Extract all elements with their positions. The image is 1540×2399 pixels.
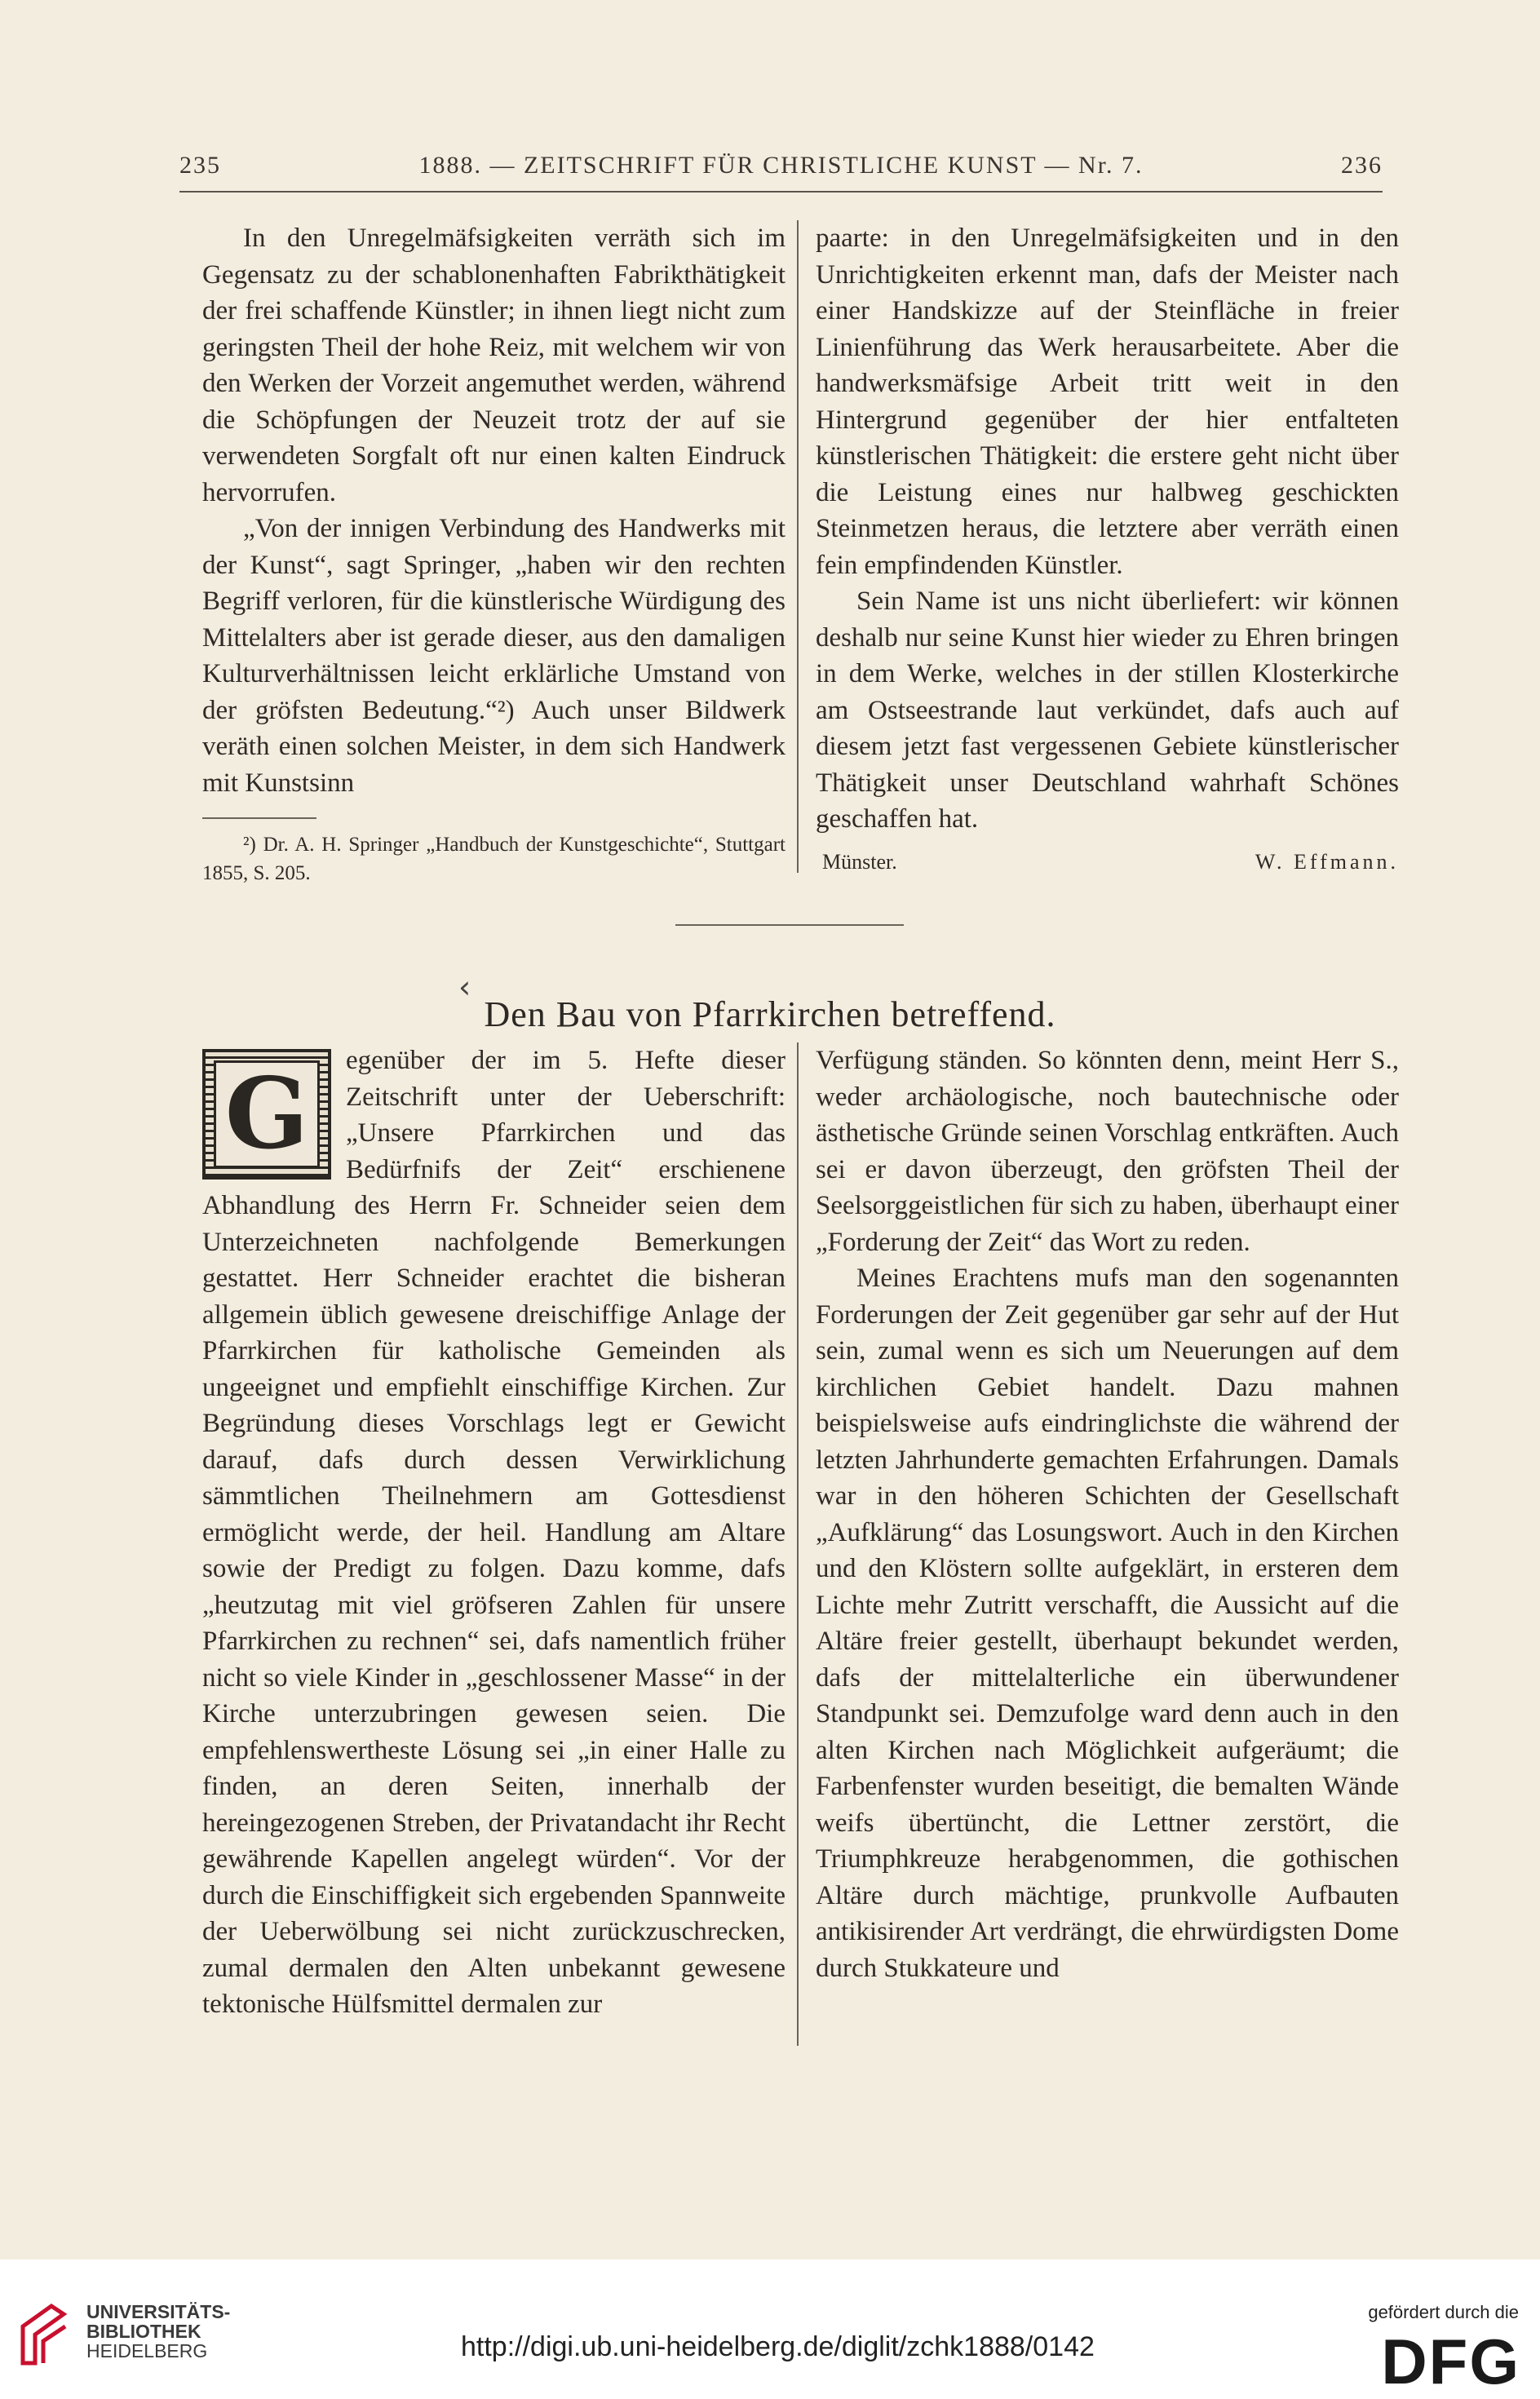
paragraph: In den Unregelmäfsigkeiten verräth sich im Gegensatz zu der schablonenhaften Fabrikthätigkeit der frei schaffende Künstler; in ihnen liegt nicht zum geringsten Theil der hohe Reiz, mit welchem wir von den Werken der Vorzeit angemuthet werden, während die Schöpfungen der Neuzeit trotz der auf sie verwendeten Sorgfalt oft nur einen kalten Eindruck hervorrufen. xyxy=(202,224,785,507)
library-name-line3: HEIDELBERG xyxy=(86,2340,208,2361)
dfg-logo: DFG xyxy=(1381,2326,1520,2397)
section-rule xyxy=(675,924,904,926)
library-name-line2: BIBLIOTHEK xyxy=(86,2321,201,2342)
column-divider xyxy=(797,1042,799,2046)
permalink-url[interactable]: http://digi.ub.uni-heidelberg.de/diglit/zchk1888/0142 xyxy=(461,2331,1095,2362)
page-number-right: 236 xyxy=(1341,152,1383,179)
decorated-initial xyxy=(202,1049,331,1180)
signature xyxy=(816,844,1399,881)
article1-column-left xyxy=(202,220,785,887)
article2-column-left xyxy=(202,1042,785,2023)
paragraph: egenüber der im 5. Hefte dieser Zeitschrift unter der Ueberschrift: „Unsere Pfarrkirchen und das Bedürfnifs der Zeit“ erschienene Abhandlung des Herrn Fr. Schneider seien dem Unterzeichneten nachfolgende Bemerkungen gestattet. Herr Schneider erachtet die bisheran allgemein üblich gewesene dreischiffige Anlage der Pfarrkirchen für katholische Gemeinden als ungeeignet und empfiehlt einschiffige Kirchen. Zur Begründung dieses Vorschlags legt er Gewicht darauf, dafs durch dessen Verwirklichung sämmtlichen Theilnehmern am Gottesdienst ermöglicht werde, der heil. Handlung am Altare sowie der Predigt zu folgen. Dazu komme, dafs „heutzutag mit viel gröfseren Zahlen für unsere Pfarrkirchen zu rechnen“ sei, dafs namentlich früher nicht so viele Kinder in „geschlossener Masse“ in der Kirche unterzubringen gewesen seien. Die empfehlenswertheste Lösung sei „in einer Halle zu finden, an deren Seiten, innerhalb der hereingezogenen Streben, der Privatandacht ihr Recht gewährende Kapellen angelegt würden“. Vor der durch die Einschiffigkeit sich ergebenden Spannweite der Ueberwölbung sei nicht zurückzuschrecken, zumal dermalen den Alten unbekannt gewesene tektonische Hülfsmittel dermalen zur xyxy=(202,1046,785,2019)
library-name-line1: UNIVERSITÄTS- xyxy=(86,2301,231,2322)
library-name xyxy=(86,2302,230,2361)
footnote-rule xyxy=(202,817,316,819)
footnote: ²) Dr. A. H. Springer „Handbuch der Kunstgeschichte“, Stuttgart 1855, S. 205. xyxy=(202,834,785,884)
article2-column-right xyxy=(816,1042,1399,1986)
signature-location: Münster. xyxy=(822,849,897,874)
journal-title: 1888. — ZEITSCHRIFT FÜR CHRISTLICHE KUNST — Nr. 7. xyxy=(418,152,1144,179)
article-title: Den Bau von Pfarrkirchen betreffend. xyxy=(484,994,1056,1034)
header-rule xyxy=(179,191,1383,193)
funded-by-label: gefördert durch die xyxy=(1368,2302,1519,2322)
column-divider xyxy=(797,220,799,873)
paragraph: Sein Name ist uns nicht überliefert: wir können deshalb nur seine Kunst hier wieder zu Ehren bringen in dem Werke, welches in der stillen Klosterkirche am Ostseestrande laut verkündet, dafs auch auf diesem jetzt fast vergessenen Gebiete künstlerischer Thätigkeit unser Deutschland wahrhaft Schönes geschaffen hat. xyxy=(816,586,1399,834)
page-number-left: 235 xyxy=(179,152,221,179)
digitization-footer xyxy=(0,2260,1540,2397)
paragraph: Verfügung ständen. So könnten denn, meint Herr S., weder archäologische, noch bautechnische oder ästhetische Gründe seinen Vorschlag entkräften. Auch sei er davon überzeugt, den gröfsten Theil der Seelsorggeistlichen für sich zu haben, überhaupt einer „Forderung der Zeit“ das Wort zu reden. xyxy=(816,1046,1399,1257)
article1-column-right xyxy=(816,220,1399,880)
paragraph: „Von der innigen Verbindung des Handwerks mit der Kunst“, sagt Springer, „haben wir den rechten Begriff verloren, für die künstlerische Würdigung des Mittelalters aber ist gerade dieser, aus den damaligen Kulturverhältnissen leicht erklärliche Umstand von der gröfsten Bedeutung.“²) Auch unser Bildwerk veräth einen solchen Meister, in dem sich Handwerk mit Kunstsinn xyxy=(202,514,785,798)
paragraph: paarte: in den Unregelmäfsigkeiten und in den Unrichtigkeiten erkennt man, dafs der Meister nach einer Handskizze auf der Steinfläche in freier Linienführung das Werk herausarbeitete. Aber die handwerksmäfsige Arbeit tritt weit in den Hintergrund gegenüber der hier entfalteten künstlerischen Thätigkeit: die erstere geht nicht über die Leistung eines nur halbweg geschickten Steinmetzen heraus, die letztere aber verräth einen fein empfindenden Künstler. xyxy=(816,224,1399,580)
signature-author: W. Effmann. xyxy=(1255,849,1399,874)
ub-heidelberg-logo-icon xyxy=(15,2302,72,2367)
running-header xyxy=(179,152,1383,184)
paragraph: Meines Erachtens mufs man den sogenannten Forderungen der Zeit gegenüber gar sehr auf der Hut sein, zumal wenn es sich um Neuerungen auf dem kirchlichen Gebiet handelt. Dazu mahnen beispielsweise aufs eindringlichste die während der letzten Jahrhunderte gemachten Erfahrungen. Damals war in den höheren Schichten der Gesellschaft „Aufklärung“ das Losungswort. Auch in den Kirchen und den Klöstern sollte aufgeklärt, in ersteren dem Lichte mehr Zutritt verschafft, die Aussicht auf die Altäre freier gestellt, überhaupt bekundet werden, dafs der mittelalterliche ein überwundener Standpunkt sei. Demzufolge ward denn auch in den alten Kirchen nach Möglichkeit aufgeräumt; die Farbenfenster wurden beseitigt, die bemalten Wände weifs übertüncht, die Lettner zerstört, die Triumphkreuze herabgenommen, die gothischen Altäre durch mächtige, prunkvolle Aufbauten antikisirender Art verdrängt, die ehrwürdigsten Dome durch Stukkateure und xyxy=(816,1264,1399,1983)
pencil-mark-icon: ‹ xyxy=(458,969,471,1005)
initial-letter: G xyxy=(214,1060,320,1168)
